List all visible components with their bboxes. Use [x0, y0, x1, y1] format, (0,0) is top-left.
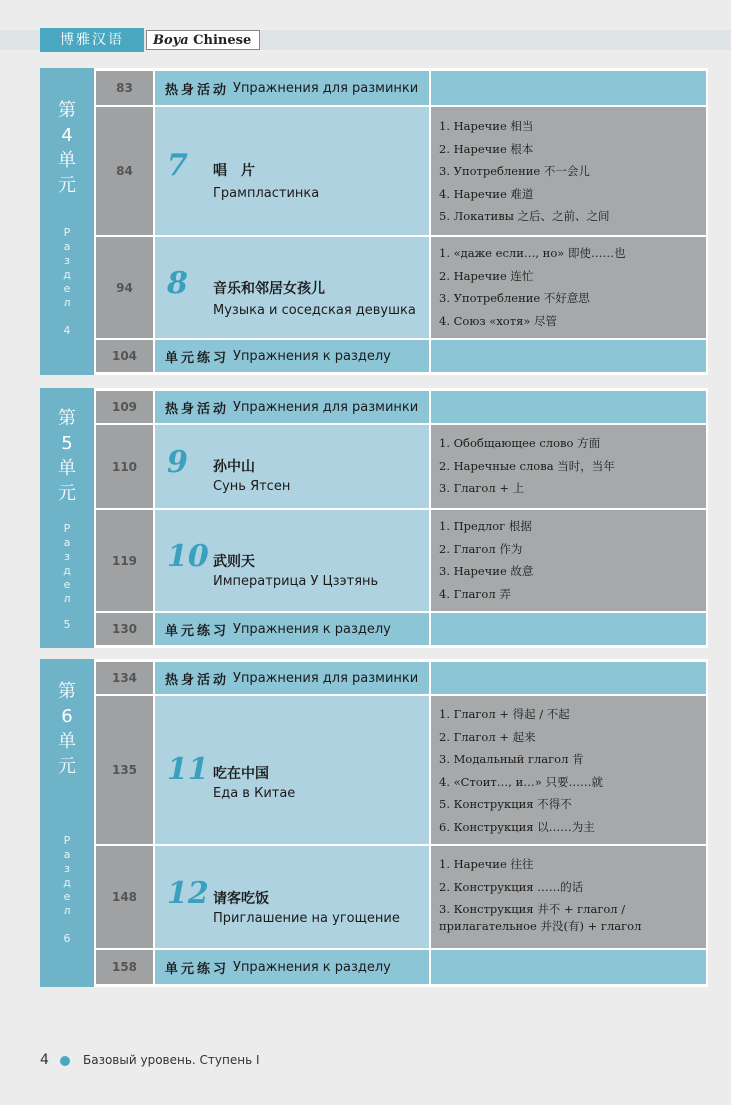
lesson-row — [96, 846, 706, 948]
lesson-title-cell — [155, 425, 429, 508]
grammar-item: 3. Глагол + 上 — [439, 481, 525, 495]
warmup-row — [96, 662, 706, 694]
lesson-title-cn: 请客吃饭 — [213, 891, 269, 907]
header-english-italic: Boya — [153, 33, 189, 48]
unit-cn-char: 单 — [58, 150, 76, 171]
lesson-title-ru: Приглашение на угощение — [213, 911, 400, 926]
grammar-item: 1. «даже если…, но» 即使……也 — [439, 246, 626, 260]
warmup-title-ru: Упражнения для разминки — [233, 399, 419, 415]
unit-cn-char: 元 — [58, 175, 76, 196]
grammar-cell — [431, 391, 706, 423]
review-row — [96, 950, 706, 984]
warmup-title-ru: Упражнения для разминки — [233, 80, 419, 96]
review-title-cn: 单元练习 — [165, 961, 230, 977]
warmup-title-cn: 热身活动 — [165, 672, 230, 688]
review-title-cn: 单元练习 — [165, 350, 230, 366]
grammar-item: 3. Конструкция 并不 + глагол / прилагательное 并没(有) + глагол — [439, 902, 642, 933]
lesson-title-cell — [155, 107, 429, 235]
unit-ru-char: л — [63, 296, 71, 309]
warmup-title-cn: 热身活动 — [165, 82, 230, 98]
grammar-cell — [431, 340, 706, 372]
grammar-item: 3. Употребление 不一会儿 — [439, 164, 590, 178]
lesson-number: 11 — [167, 752, 209, 787]
grammar-item: 4. «Стоит…, и…» 只要……就 — [439, 774, 603, 789]
warmup-title-cell — [155, 391, 429, 423]
unit-ru-char: Р — [63, 522, 71, 535]
unit-ru-char: 5 — [63, 618, 71, 631]
unit-cn-char: 元 — [58, 483, 76, 504]
lesson-row — [96, 107, 706, 235]
grammar-list — [439, 242, 702, 332]
header-chinese-title: 博雅汉语 — [40, 28, 144, 52]
page-number: 134 — [96, 662, 153, 694]
lesson-title-ru: Еда в Китае — [213, 786, 296, 801]
review-title-ru: Упражнения к разделу — [233, 621, 391, 637]
grammar-cell — [431, 662, 706, 694]
grammar-item: 4. Наречие 难道 — [439, 186, 534, 201]
warmup-title-cell — [155, 71, 429, 105]
page-number: 110 — [96, 425, 153, 508]
unit-ru-char: л — [63, 904, 71, 917]
lesson-title-cell — [155, 510, 429, 611]
grammar-item: 1. Наречие 往往 — [439, 857, 534, 871]
grammar-item: 2. Конструкция ……的话 — [439, 879, 584, 894]
warmup-title-cell — [155, 662, 429, 694]
unit-ru-char: 6 — [63, 932, 71, 945]
unit-ru-char: л — [63, 592, 71, 605]
unit-5-block — [40, 388, 708, 648]
page-number: 83 — [96, 71, 153, 105]
unit-ru-char: 4 — [63, 324, 71, 337]
lesson-title-cn: 武则天 — [213, 554, 255, 570]
review-title-cell — [155, 613, 429, 645]
unit-4-block — [40, 68, 708, 375]
lesson-title-ru: Императрица У Цзэтянь — [213, 574, 379, 589]
warmup-title-cn: 热身活动 — [165, 401, 230, 417]
lesson-title-ru: Музыка и соседская девушка — [213, 303, 416, 318]
unit-ru-char: а — [63, 240, 71, 253]
grammar-cell — [431, 510, 706, 611]
grammar-cell — [431, 71, 706, 105]
unit-cn-char: 4 — [61, 125, 73, 146]
unit-cn-char: 第 — [58, 681, 76, 702]
review-title-ru: Упражнения к разделу — [233, 959, 391, 975]
warmup-title-ru: Упражнения для разминки — [233, 670, 419, 686]
lesson-number: 9 — [167, 445, 188, 480]
grammar-cell — [431, 237, 706, 338]
lesson-number: 8 — [167, 266, 188, 301]
unit-ru-char: а — [63, 536, 71, 549]
grammar-cell — [431, 846, 706, 948]
grammar-item: 1. Наречие 相当 — [439, 119, 534, 133]
footer-level-text: Базовый уровень. Ступень I — [83, 1053, 260, 1067]
grammar-list — [439, 432, 702, 500]
lesson-row — [96, 510, 706, 611]
page-number: 158 — [96, 950, 153, 984]
unit-ru-char: Р — [63, 834, 71, 847]
unit-ru-char: з — [64, 550, 70, 563]
page-number: 119 — [96, 510, 153, 611]
grammar-list — [439, 703, 702, 838]
lesson-row — [96, 237, 706, 338]
grammar-list — [439, 853, 702, 935]
lesson-title-ru: Грампластинка — [213, 186, 320, 201]
grammar-item: 1. Предлог 根据 — [439, 519, 532, 533]
review-title-ru: Упражнения к разделу — [233, 348, 391, 364]
unit-ru-char: д — [63, 876, 71, 889]
lesson-number: 7 — [167, 148, 188, 183]
grammar-item: 4. Союз «хотя» 尽管 — [439, 313, 558, 328]
unit-ru-char: е — [63, 282, 71, 295]
grammar-item: 4. Глагол 弄 — [439, 586, 511, 601]
lesson-title-cell — [155, 237, 429, 338]
grammar-item: 2. Глагол + 起来 — [439, 729, 536, 744]
review-title-cn: 单元练习 — [165, 623, 230, 639]
lesson-number: 10 — [167, 539, 209, 574]
page-number: 84 — [96, 107, 153, 235]
page-number: 130 — [96, 613, 153, 645]
unit-ru-char: а — [63, 848, 71, 861]
page-number: 135 — [96, 696, 153, 844]
lesson-row — [96, 425, 706, 508]
unit-ru-char: д — [63, 564, 71, 577]
header-english-title — [146, 30, 260, 50]
review-row — [96, 340, 706, 372]
grammar-item: 5. Конструкция 不得不 — [439, 797, 572, 811]
page-number: 104 — [96, 340, 153, 372]
grammar-cell — [431, 950, 706, 984]
unit-5-side-label — [40, 388, 94, 648]
grammar-cell — [431, 425, 706, 508]
unit-cn-char: 单 — [58, 458, 76, 479]
lesson-number: 12 — [167, 876, 209, 911]
lesson-title-cell — [155, 846, 429, 948]
lesson-title-cn: 孙中山 — [213, 459, 255, 475]
page-number: 109 — [96, 391, 153, 423]
unit-6-block — [40, 659, 708, 987]
lesson-title-cn: 吃在中国 — [213, 766, 269, 782]
grammar-list — [439, 115, 702, 228]
page-number: 94 — [96, 237, 153, 338]
grammar-item: 6. Конструкция 以……为主 — [439, 819, 595, 834]
unit-cn-char: 6 — [61, 706, 73, 727]
footer-page-number: 4 — [40, 1052, 49, 1068]
grammar-cell — [431, 613, 706, 645]
grammar-cell — [431, 696, 706, 844]
grammar-item: 5. Локативы 之后、之前、之间 — [439, 209, 610, 223]
grammar-list — [439, 515, 702, 605]
unit-6-side-label — [40, 659, 94, 987]
lesson-title-ru: Сунь Ятсен — [213, 479, 291, 494]
lesson-title-cn: 音乐和邻居女孩儿 — [213, 281, 325, 297]
header-english-rest: Chinese — [188, 33, 252, 48]
footer-dot — [60, 1056, 70, 1066]
unit-ru-char: е — [63, 578, 71, 591]
grammar-item: 3. Модальный глагол 肯 — [439, 752, 584, 766]
grammar-item: 3. Употребление 不好意思 — [439, 291, 590, 305]
review-title-cell — [155, 950, 429, 984]
warmup-row — [96, 391, 706, 423]
unit-cn-char: 5 — [61, 433, 73, 454]
grammar-item: 1. Обобщающее слово 方面 — [439, 436, 601, 450]
grammar-item: 1. Глагол + 得起 / 不起 — [439, 707, 570, 721]
unit-cn-char: 第 — [58, 408, 76, 429]
warmup-row — [96, 71, 706, 105]
unit-ru-char: д — [63, 268, 71, 281]
unit-4-side-label — [40, 68, 94, 375]
unit-ru-char: з — [64, 862, 70, 875]
lesson-title-cell — [155, 696, 429, 844]
review-title-cell — [155, 340, 429, 372]
grammar-item: 3. Наречие 故意 — [439, 564, 534, 578]
lesson-row — [96, 696, 706, 844]
unit-cn-char: 第 — [58, 100, 76, 121]
grammar-cell — [431, 107, 706, 235]
unit-cn-char: 单 — [58, 731, 76, 752]
unit-ru-char: е — [63, 890, 71, 903]
grammar-item: 2. Глагол 作为 — [439, 541, 523, 556]
unit-cn-char: 元 — [58, 756, 76, 777]
page-number: 148 — [96, 846, 153, 948]
lesson-title-cn: 唱 片 — [213, 163, 255, 179]
grammar-item: 2. Наречие 根本 — [439, 141, 534, 156]
review-row — [96, 613, 706, 645]
grammar-item: 2. Наречные слова 当时，当年 — [439, 458, 615, 473]
grammar-item: 2. Наречие 连忙 — [439, 268, 534, 283]
unit-ru-char: з — [64, 254, 70, 267]
unit-ru-char: Р — [63, 226, 71, 239]
